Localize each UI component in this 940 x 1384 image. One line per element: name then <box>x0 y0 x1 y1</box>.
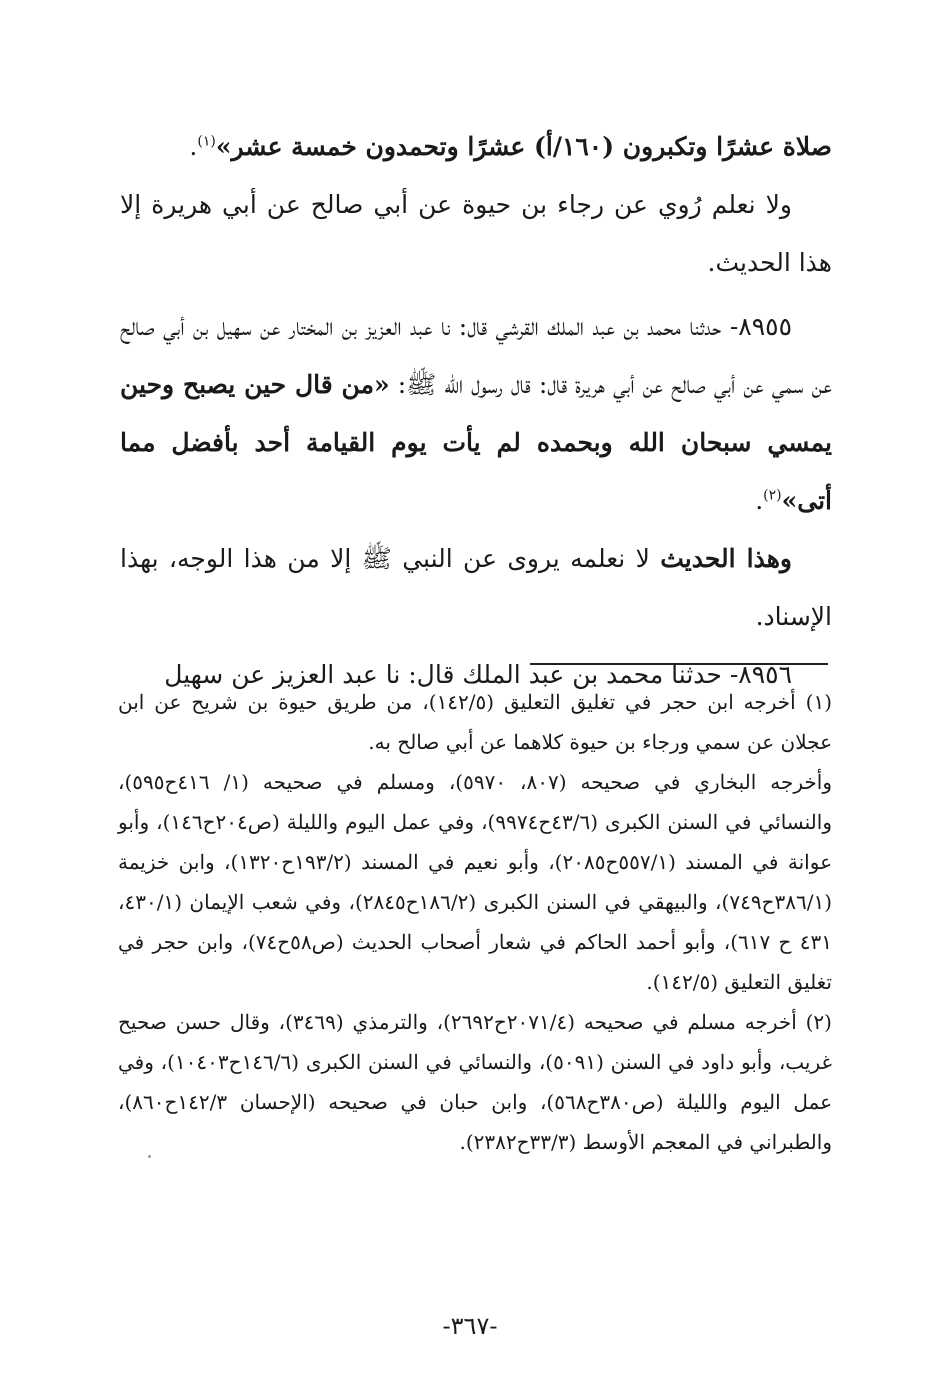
hadith-text-bold: «من قال حين يصبح وحين يمسي سبحان الله وبحمده لم يأت يوم القيامة أحد بأفضل مما أتى» <box>120 370 832 515</box>
footnote-ref-2: (٢) <box>763 487 782 504</box>
footnote-ref-1: (١) <box>197 133 216 150</box>
footnote-separator <box>530 663 828 665</box>
remark-paragraph-2 <box>120 530 832 646</box>
isnad-text: ٨٩٥٥- حدثنا محمد بن عبد الملك القرشي قال: نا عبد العزيز بن المختار عن سهيل بن أبي صالح عن سمي عن أبي صالح عن أبي هريرة قال: قال رسول الله ﷺ: <box>120 312 832 399</box>
footnotes <box>118 682 832 1162</box>
scan-speck <box>148 1155 151 1158</box>
hadith-text-bold: صلاة عشرًا وتكبرون (١٦٠/أ) عشرًا وتحمدون خمسة عشر» <box>215 132 832 161</box>
punctuation: . <box>755 486 764 515</box>
punctuation: . <box>189 132 198 161</box>
footnote-2: (٢) أخرجه مسلم في صحيحه (٢٠٧١/٤ح٢٦٩٢)، والترمذي (٣٤٦٩)، وقال حسن صحيح غريب، وأبو داود في السنن (٥٠٩١)، والنسائي في السنن الكبرى (١٤٦/٦ح١٠٤٠٣)، وفي عمل اليوم والليلة (ص٣٨٠ح٥٦٨)، وابن حبان في صحيحه (الإحسان ١٤٢/٣ح٨٦٠)، والطبراني في المعجم الأوسط (٣٣/٣ح٢٣٨٢). <box>118 1010 833 1154</box>
footnote-1: (١) أخرجه ابن حجر في تغليق التعليق (١٤٢/٥)، من طريق حيوة بن شريح عن ابن عجلان عن سمي ورجاء بن حيوة كلاهما عن أبي صالح به. <box>118 690 832 754</box>
continuation-line <box>120 118 832 176</box>
remark-paragraph: ولا نعلم رُوي عن رجاء بن حيوة عن أبي صالح عن أبي هريرة إلا هذا الحديث. <box>120 190 832 277</box>
main-text <box>120 118 832 704</box>
footnote-1-continued: وأخرجه البخاري في صحيحه (٨٠٧، ٥٩٧٠)، ومسلم في صحيحه (١/ ٤١٦ح٥٩٥)، والنسائي في السنن الكبرى (٤٣/٦ح٩٩٧٤)، وفي عمل اليوم والليلة (ص٢٠٤ح١٤٦)، وأبو عوانة في المسند (٥٥٧/١ح٢٠٨٥)، وأبو نعيم في المسند (١٩٣/٢ح١٣٢٠)، وابن خزيمة (٣٨٦/١ح٧٤٩)، والبيهقي في السنن الكبرى (١٨٦/٢ح٢٨٤٥)، وفي شعب الإيمان (٤٣٠/١، ٤٣١ ح ٦١٧)، وأبو أحمد الحاكم في شعار أصحاب الحديث (ص٥٨ح٧٤)، وابن حجر في تغليق التعليق (١٤٢/٥). <box>118 770 833 994</box>
hadith-8956: ٨٩٥٦- حدثنا محمد بن عبد الملك قال: نا عبد العزيز عن سهيل <box>164 660 792 689</box>
page-number: -٣٦٧- <box>442 1312 498 1340</box>
remark-text: لا نعلمه يروى عن النبي ﷺ إلا من هذا الوجه، بهذا الإسناد. <box>120 544 832 631</box>
remark-lead-bold: وهذا الحديث <box>660 544 793 573</box>
hadith-8955 <box>120 298 832 530</box>
